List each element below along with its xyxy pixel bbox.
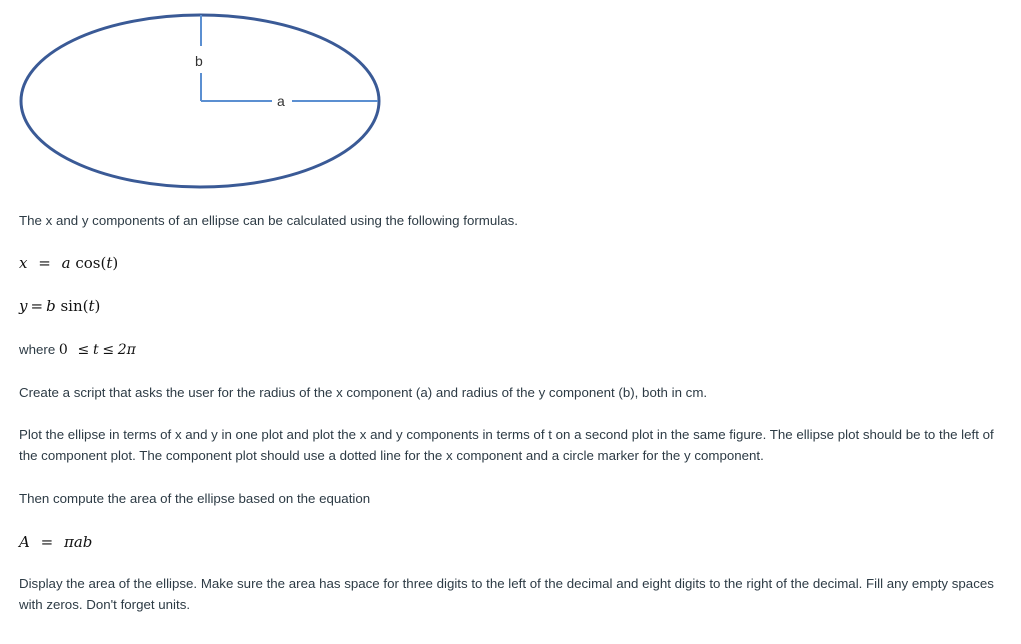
paragraph-plot: Plot the ellipse in terms of x and y in one plot and plot the x and y components in terms of t on a second plot in the same figure. The ellipse plot should be to the left of the component plot. The component plot should use a dotted line for the x component and a circle marker for the y component.	[19, 427, 994, 463]
label-b: b	[195, 53, 203, 69]
eq-x-lhs: x	[19, 254, 28, 272]
eq-x-close: )	[112, 254, 119, 272]
paragraph-display: Display the area of the ellipse. Make sure the area has space for three digits to the left of the decimal and eight digits to the right of the decimal. Fill any empty spaces with zeros. Don't forget units.	[19, 576, 994, 612]
eq-x-arg: t	[106, 254, 113, 272]
label-a: a	[277, 93, 285, 109]
eq-area-rhs: πab	[63, 533, 93, 551]
eq-y-arg: t	[88, 297, 95, 315]
intro-text: The x and y components of an ellipse can be calculated using the following formulas.	[19, 213, 518, 228]
equation-y	[19, 296, 1007, 317]
range-hi: 2π	[117, 342, 136, 358]
eq-x-equals: =	[38, 254, 51, 272]
eq-y-close: )	[94, 297, 101, 315]
paragraph-area: Then compute the area of the ellipse based on the equation	[19, 491, 371, 506]
eq-y-coef: b	[46, 297, 56, 315]
eq-area-lhs: A	[19, 533, 30, 551]
equation-area	[19, 532, 1007, 553]
equation-x	[19, 253, 1007, 274]
eq-area-equals: =	[40, 533, 54, 551]
ellipse-diagram	[0, 0, 400, 200]
eq-x-coef: a	[61, 254, 71, 272]
range-le1: ≤	[77, 342, 90, 358]
range-le2: ≤	[102, 342, 115, 358]
eq-y-lhs: y	[19, 297, 28, 315]
range-where: where	[19, 342, 56, 357]
range-var: t	[92, 342, 99, 358]
paragraph-prompt: Create a script that asks the user for the radius of the x component (a) and radius of the y component (b), both in cm.	[19, 385, 708, 400]
range-line	[19, 339, 1007, 361]
eq-y-equals: =	[30, 297, 44, 315]
range-lo: 0	[58, 342, 68, 358]
eq-y-fn: sin(	[60, 297, 89, 315]
eq-x-fn: cos(	[75, 254, 107, 272]
